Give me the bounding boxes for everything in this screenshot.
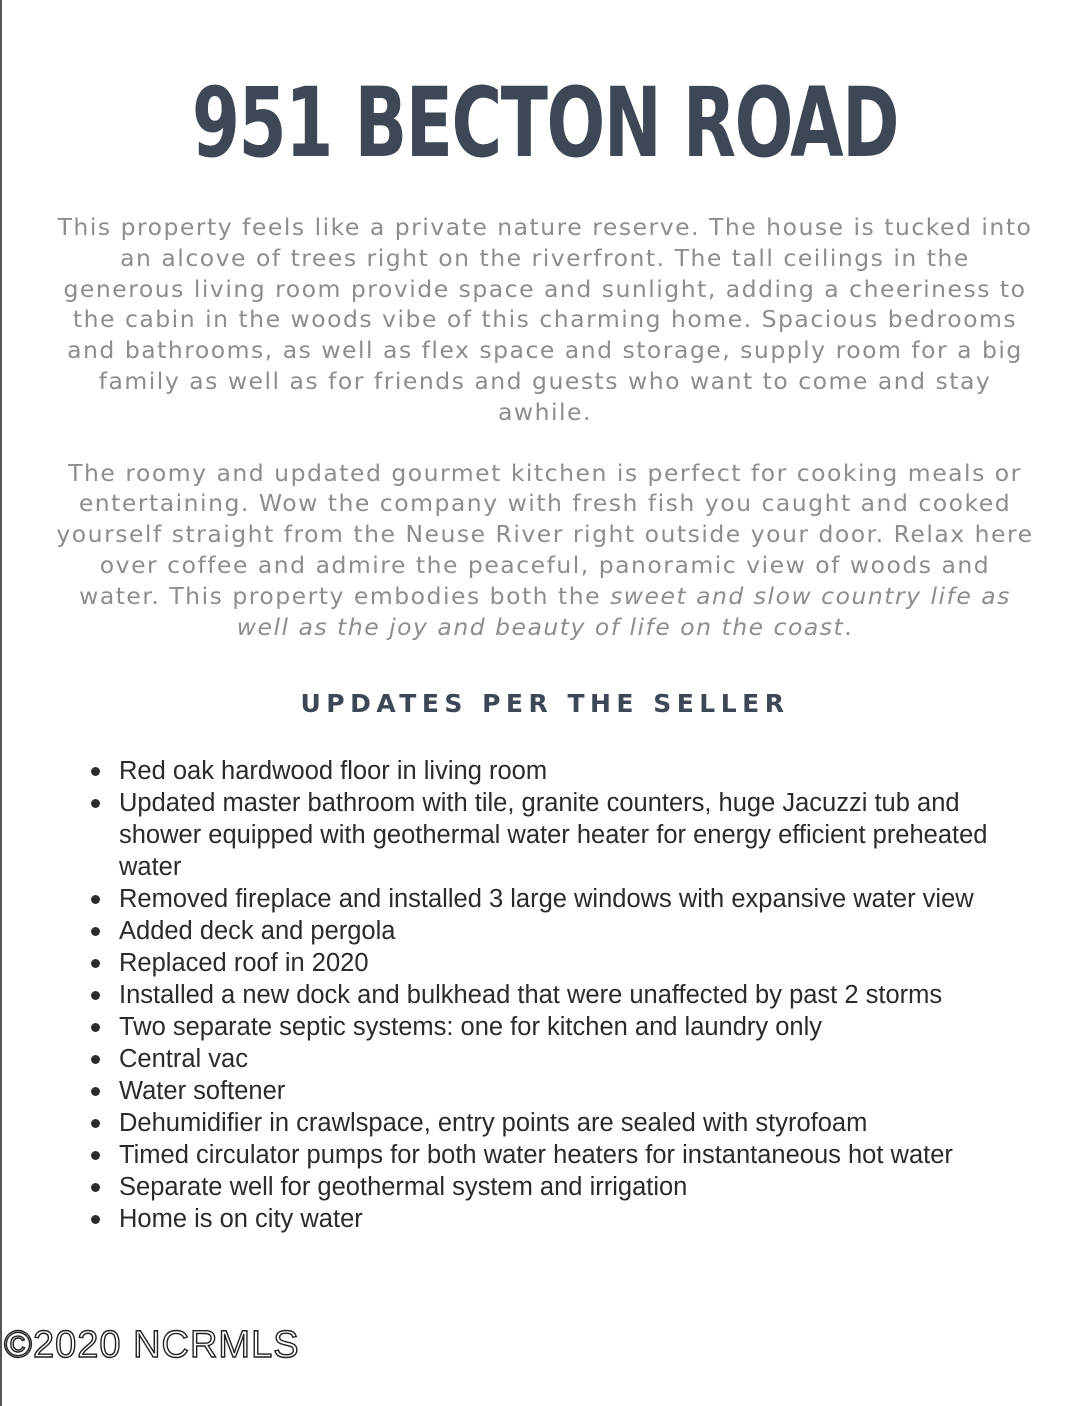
list-item-text: Red oak hardwood floor in living room [119, 757, 548, 785]
list-item-text: Water softener [119, 1077, 286, 1105]
bullet-icon [91, 767, 100, 776]
bullet-icon [91, 799, 100, 808]
description-paragraph-2 [55, 458, 1035, 643]
list-item [88, 1171, 1048, 1203]
list-item [88, 1011, 1048, 1043]
list-item [88, 979, 1048, 1011]
description-paragraph-2-italic: sweet and slow country life as well as the joy and beauty of life on the coast [236, 581, 1011, 641]
bullet-icon [91, 959, 100, 968]
list-item-text: Dehumidifier in crawlspace, entry points are sealed with styrofoam [119, 1109, 868, 1137]
bullet-icon [91, 1023, 100, 1032]
list-item-text: Replaced roof in 2020 [119, 949, 369, 977]
property-title: 951 BECTON ROAD [191, 67, 899, 179]
list-item-text: Separate well for geothermal system and irrigation [119, 1173, 688, 1201]
bullet-icon [91, 1119, 100, 1128]
bullet-icon [91, 1215, 100, 1224]
list-item [88, 1107, 1048, 1139]
list-item [88, 915, 1048, 947]
list-item-text: Timed circulator pumps for both water heaters for instantaneous hot water [119, 1141, 953, 1169]
list-item-text: Two separate septic systems: one for kitchen and laundry only [119, 1013, 823, 1041]
list-item-text: Updated master bathroom with tile, granite counters, huge Jacuzzi tub and shower equipped with geothermal water heater for energy efficient preheated water [119, 789, 988, 881]
list-item [88, 1139, 1048, 1171]
updates-list [88, 755, 1048, 1235]
updates-heading: UPDATES PER THE SELLER [300, 689, 790, 718]
copyright-watermark: ©2020 NCRMLS [4, 1324, 300, 1366]
list-item-text: Central vac [119, 1045, 248, 1073]
list-item [88, 1043, 1048, 1075]
bullet-icon [91, 1087, 100, 1096]
list-item [88, 883, 1048, 915]
property-description [55, 212, 1035, 642]
list-item-text: Home is on city water [119, 1205, 363, 1233]
bullet-icon [91, 991, 100, 1000]
bullet-icon [91, 1151, 100, 1160]
list-item [88, 755, 1048, 787]
description-paragraph-2-text: The roomy and updated gourmet kitchen is perfect for cooking meals or entertaining. Wow the company with fresh fish you caught and cooked yourself straight from the Neuse River right outside your door. Relax here over coffee and admire the peaceful, panoramic view of woods and water. This property embodies both the [56, 458, 1034, 610]
bullet-icon [91, 1183, 100, 1192]
bullet-icon [91, 927, 100, 936]
bullet-icon [91, 1055, 100, 1064]
list-item-text: Installed a new dock and bulkhead that were unaffected by past 2 storms [119, 981, 943, 1009]
bullet-icon [91, 895, 100, 904]
list-item-text: Added deck and pergola [119, 917, 396, 945]
list-item-text: Removed fireplace and installed 3 large windows with expansive water view [119, 885, 974, 913]
list-item [88, 787, 1048, 883]
description-paragraph-1: This property feels like a private nature reserve. The house is tucked into an alcove of trees right on the riverfront. The tall ceilings in the generous living room provide space and sunlight, adding a cheeriness to the cabin in the woods vibe of this charming home. Spacious bedrooms and bathrooms, as well as flex space and storage, supply room for a big family as well as for friends and guests who want to come and stay awhile. [57, 213, 1033, 426]
description-paragraph-2-end: . [844, 612, 854, 641]
list-item [88, 1075, 1048, 1107]
list-item [88, 1203, 1048, 1235]
list-item [88, 947, 1048, 979]
